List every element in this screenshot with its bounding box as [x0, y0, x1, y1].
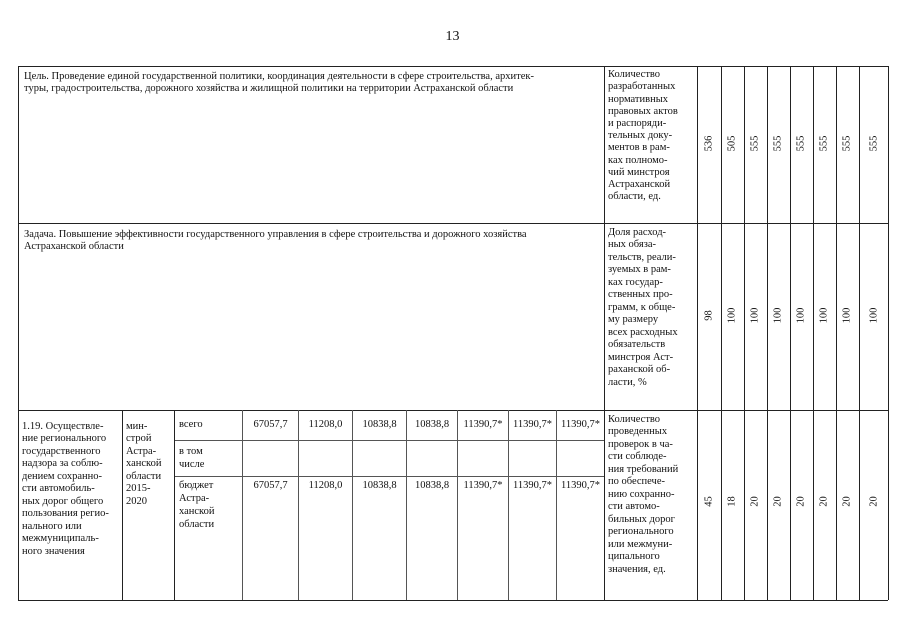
measure-executor-line: строй — [126, 433, 152, 444]
task-indicator-line: ственных про- — [608, 289, 673, 300]
goal-value: 505 — [726, 135, 738, 152]
goal-indicator-line: ках полномо- — [608, 155, 668, 166]
task-indicator-line: му размеру — [608, 314, 659, 325]
amount-total: 11208,0 — [308, 419, 343, 430]
measure-value: 20 — [868, 496, 880, 507]
measure-indicator-line: бильных дорог — [608, 514, 675, 525]
goal-indicator-line: Астраханской — [608, 179, 671, 190]
task-value: 100 — [749, 307, 761, 324]
measure-indicator-line: сти соблюде- — [608, 451, 667, 462]
measure-name-line: ных дорог общего — [22, 496, 104, 507]
task-indicator-line: ках государ- — [608, 277, 663, 288]
amount-total: 10838,8 — [414, 419, 450, 430]
task-value: 100 — [841, 307, 853, 324]
funding-source-line: числе — [179, 459, 205, 470]
task-indicator-line: тельств, реали- — [608, 252, 676, 263]
goal-text-line: Цель. Проведение единой государственной политики, координация деятельности в сфере строительства, архитек- — [24, 71, 534, 82]
measure-name-line: нального или — [22, 521, 82, 532]
amount-total: 11390,7* — [463, 419, 503, 430]
funding-source-line: бюджет — [179, 480, 214, 491]
measure-indicator-line: ципального — [608, 551, 660, 562]
measure-executor-line: Астра- — [126, 446, 157, 457]
goal-indicator-line: нормативных — [608, 94, 669, 105]
goal-text-line: туры, градостроительства, дорожного хозяйства и жилищной политики на территории Астраханской области — [24, 83, 514, 94]
funding-source-line: ханской — [179, 506, 215, 517]
measure-indicator-line: проверок в ча- — [608, 439, 673, 450]
amount-total: 10838,8 — [362, 419, 397, 430]
measure-value: 20 — [841, 496, 853, 507]
goal-value: 536 — [703, 135, 715, 152]
measure-value: 18 — [726, 496, 738, 507]
measure-value: 45 — [703, 496, 715, 507]
measure-indicator-line: проведенных — [608, 426, 668, 437]
task-value: 100 — [795, 307, 807, 324]
goal-value: 555 — [772, 135, 784, 152]
measure-name-line: надзора за соблю- — [22, 458, 103, 469]
measure-value: 20 — [772, 496, 784, 507]
task-indicator-line: зуемых в рам- — [608, 264, 671, 275]
measure-indicator-line: значения, ед. — [608, 564, 666, 575]
goal-value: 555 — [795, 135, 807, 152]
measure-name-line: дением сохранно- — [22, 471, 102, 482]
task-value: 100 — [772, 307, 784, 324]
amount-total: 67057,7 — [253, 419, 288, 430]
task-indicator-line: раханской об- — [608, 364, 671, 375]
amount-total: 11390,7* — [513, 419, 552, 430]
goal-indicator-line: чий минстроя — [608, 167, 670, 178]
amount-regional-budget: 10838,8 — [414, 480, 450, 491]
measure-executor-line: 2015- — [126, 483, 151, 494]
goal-indicator-line: разработанных — [608, 81, 676, 92]
amount-regional-budget: 11208,0 — [308, 480, 343, 491]
measure-name-line: ного значения — [22, 546, 85, 557]
goal-value: 555 — [841, 135, 853, 152]
amount-regional-budget: 67057,7 — [253, 480, 288, 491]
task-indicator-line: обязательств — [608, 339, 666, 350]
measure-name-line: ние регионального — [22, 433, 107, 444]
funding-source-line: в том — [179, 446, 203, 457]
task-indicator-line: минстроя Аст- — [608, 352, 674, 363]
measure-name-line: межмуниципаль- — [22, 533, 99, 544]
measure-indicator-line: нию сохранно- — [608, 489, 675, 500]
measure-indicator-line: регионального — [608, 526, 674, 537]
task-indicator-line: ласти, % — [608, 377, 647, 388]
goal-indicator-line: Количество — [608, 69, 661, 80]
goal-indicator-line: области, ед. — [608, 191, 661, 202]
measure-name-line: пользования регио- — [22, 508, 109, 519]
measure-value: 20 — [749, 496, 761, 507]
task-value: 100 — [818, 307, 830, 324]
measure-indicator-line: сти автомо- — [608, 501, 660, 512]
goal-value: 555 — [749, 135, 761, 152]
task-indicator-line: Доля расход- — [608, 227, 667, 238]
amount-regional-budget: 11390,7* — [513, 480, 552, 491]
amount-regional-budget: 10838,8 — [362, 480, 397, 491]
funding-source-line: всего — [179, 419, 203, 430]
task-text-line: Задача. Повышение эффективности государственного управления в сфере строительства и дорожного хозяйства — [24, 229, 527, 240]
measure-indicator-line: Количество — [608, 414, 661, 425]
measure-executor-line: мин- — [126, 421, 148, 432]
funding-source-line: Астра- — [179, 493, 210, 504]
goal-indicator-line: правовых актов — [608, 106, 678, 117]
task-value: 98 — [703, 310, 715, 321]
goal-value: 555 — [868, 135, 880, 152]
goal-indicator-line: тельных доку- — [608, 130, 673, 141]
goal-value: 555 — [818, 135, 830, 152]
amount-total: 11390,7* — [561, 419, 600, 430]
measure-name-line: сти автомобиль- — [22, 483, 95, 494]
measure-indicator-line: по обеспече- — [608, 476, 665, 487]
task-text-line: Астраханской области — [24, 241, 124, 252]
measure-value: 20 — [818, 496, 830, 507]
measure-indicator-line: ния требований — [608, 464, 679, 475]
measure-name-line: 1.19. Осуществле- — [22, 421, 104, 432]
funding-source-line: области — [179, 519, 215, 530]
goal-indicator-line: и распоряди- — [608, 118, 667, 129]
task-indicator-line: ных обяза- — [608, 239, 657, 250]
amount-regional-budget: 11390,7* — [463, 480, 503, 491]
amount-regional-budget: 11390,7* — [561, 480, 600, 491]
task-indicator-line: грамм, к обще- — [608, 302, 676, 313]
measure-executor-line: 2020 — [126, 496, 147, 507]
measure-executor-line: области — [126, 471, 162, 482]
goal-indicator-line: ментов в рам- — [608, 142, 670, 153]
task-value: 100 — [726, 307, 738, 324]
measure-value: 20 — [795, 496, 807, 507]
task-indicator-line: всех расходных — [608, 327, 678, 338]
measure-executor-line: ханской — [126, 458, 162, 469]
measure-name-line: государственного — [22, 446, 101, 457]
measure-indicator-line: или межмуни- — [608, 539, 673, 550]
task-value: 100 — [868, 307, 880, 324]
page-number: 13 — [445, 29, 460, 44]
